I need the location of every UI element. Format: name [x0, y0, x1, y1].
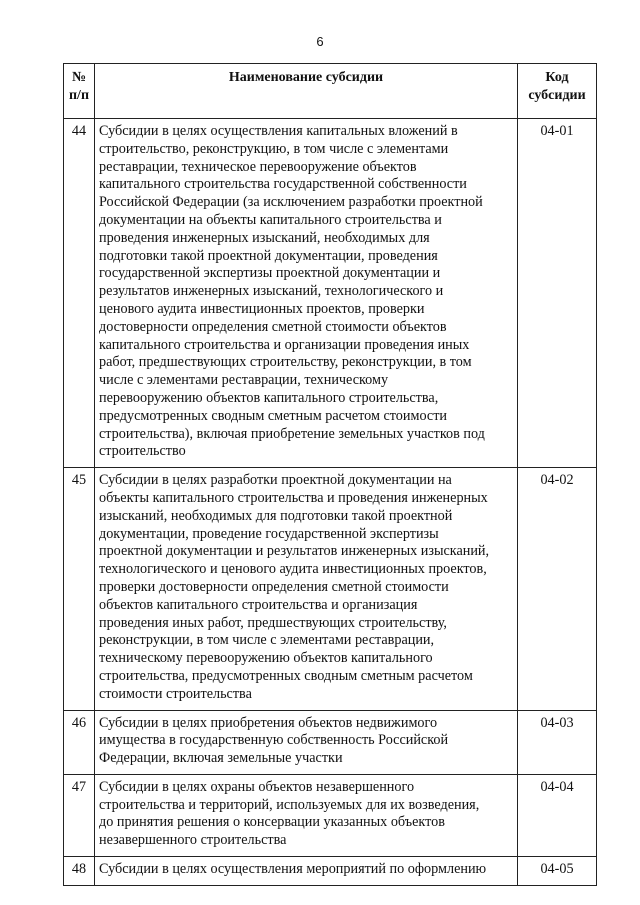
subsidy-name — [95, 468, 518, 710]
subsidy-name-line: ценового аудита инвестиционных проектов, проверки — [99, 300, 425, 317]
subsidy-name-line: капитального строительства государственной собственности — [99, 176, 467, 193]
page-number: 6 — [316, 34, 324, 49]
subsidy-name-line: Субсидии в целях осуществления мероприятий по оформлению — [99, 861, 487, 878]
subsidy-name-line: предусмотренных сводным сметным расчетом стоимости — [99, 407, 447, 424]
subsidy-name-line: проведения иных работ, предшествующих строительству, — [99, 614, 447, 631]
subsidy-name-line: документации, проведение государственной экспертизы — [99, 525, 439, 542]
subsidy-name-line: капитального строительства и организации проведения иных — [99, 336, 470, 353]
subsidy-name — [95, 119, 518, 468]
subsidy-name-line: Федерации, включая земельные участки — [99, 750, 343, 767]
subsidy-code: 04-04 — [518, 774, 597, 856]
subsidy-name-line: числе с элементами реставрации, техническому — [99, 372, 389, 389]
header-name: Наименование субсидии — [95, 64, 518, 119]
subsidy-name-line: Субсидии в целях осуществления капитальных вложений в — [99, 123, 458, 139]
subsidy-name-line: результатов инженерных изысканий, технологического и — [99, 283, 444, 300]
subsidy-name-line: строительство, реконструкцию, в том числе с элементами — [99, 140, 449, 157]
subsidy-name-line: Российской Федерации (за исключением разработки проектной — [99, 194, 483, 211]
table-row — [64, 119, 597, 468]
subsidy-name-line: техническому перевооружению объектов капитального — [99, 650, 433, 667]
header-num-line-1: № — [71, 70, 87, 85]
subsidy-name-line: достоверности определения сметной стоимости объектов — [99, 318, 447, 335]
subsidy-name-line: работ, предшествующих строительству, реконструкции, в том — [99, 354, 472, 371]
subsidy-name-line: проверки достоверности определения сметной стоимости — [99, 578, 449, 595]
subsidy-name-line: имущества в государственную собственность Российской — [99, 732, 449, 749]
table-header-row — [64, 64, 597, 119]
table-row — [64, 710, 597, 774]
row-number: 45 — [64, 468, 95, 710]
subsidy-name-line: до принятия решения о консервации указанных объектов — [99, 814, 445, 831]
subsidy-name-line: документации на объекты капитального строительства и — [99, 211, 442, 228]
subsidy-name-line: объектов капитального строительства и организация — [99, 596, 418, 613]
subsidy-name-line: Субсидии в целях разработки проектной документации на — [99, 472, 452, 489]
subsidy-name-line: строительства), включая приобретение земельных участков под — [99, 425, 485, 442]
subsidy-name-line: подготовки такой проектной документации, проведения — [99, 247, 438, 264]
header-code-line-1: Код — [545, 70, 569, 85]
row-number: 44 — [64, 119, 95, 468]
subsidy-name-line: изысканий, необходимых для подготовки такой проектной — [99, 507, 453, 524]
row-number: 46 — [64, 710, 95, 774]
subsidy-name-line: строительства, предусмотренных сводным сметным расчетом — [99, 667, 473, 684]
row-number: 47 — [64, 774, 95, 856]
subsidy-table — [63, 63, 597, 886]
row-number: 48 — [64, 857, 95, 886]
header-num-line-2: п/п — [68, 88, 90, 103]
subsidy-name-line: проектной документации и результатов инженерных изысканий, — [99, 543, 490, 560]
subsidy-name — [95, 857, 518, 886]
subsidy-name-line: объекты капитального строительства и проведения инженерных — [99, 489, 488, 506]
subsidy-code: 04-05 — [518, 857, 597, 886]
subsidy-name-line: незавершенного строительства — [99, 832, 287, 849]
table-row — [64, 774, 597, 856]
subsidy-code: 04-02 — [518, 468, 597, 710]
subsidy-name — [95, 774, 518, 856]
subsidy-name-line: государственной экспертизы проектной документации и — [99, 265, 441, 282]
subsidy-name-line: реставрации, техническое перевооружение объектов — [99, 158, 417, 175]
subsidy-name-line: Субсидии в целях охраны объектов незавершенного — [99, 778, 415, 795]
header-code-line-2: субсидии — [528, 88, 586, 103]
header-code — [518, 64, 597, 119]
subsidy-name-line: реконструкции, в том числе с элементами реставрации, — [99, 632, 435, 649]
subsidy-name-line: строительства и территорий, используемых для их возведения, — [99, 796, 480, 813]
subsidy-name-line: технологического и ценового аудита инвестиционных проектов, — [99, 561, 487, 578]
subsidy-name-line: Субсидии в целях приобретения объектов недвижимого — [99, 714, 438, 731]
subsidy-code: 04-03 — [518, 710, 597, 774]
subsidy-name-line: строительство — [99, 443, 186, 460]
subsidy-code: 04-01 — [518, 119, 597, 468]
subsidy-name-line: проведения инженерных изысканий, необходимых для — [99, 229, 430, 246]
subsidy-name — [95, 710, 518, 774]
header-num — [64, 64, 95, 119]
subsidy-name-line: перевооружению объектов капитального строительства, — [99, 389, 439, 406]
table-row — [64, 857, 597, 886]
table-row — [64, 468, 597, 710]
table-body — [64, 119, 597, 886]
subsidy-name-line: стоимости строительства — [99, 685, 252, 702]
